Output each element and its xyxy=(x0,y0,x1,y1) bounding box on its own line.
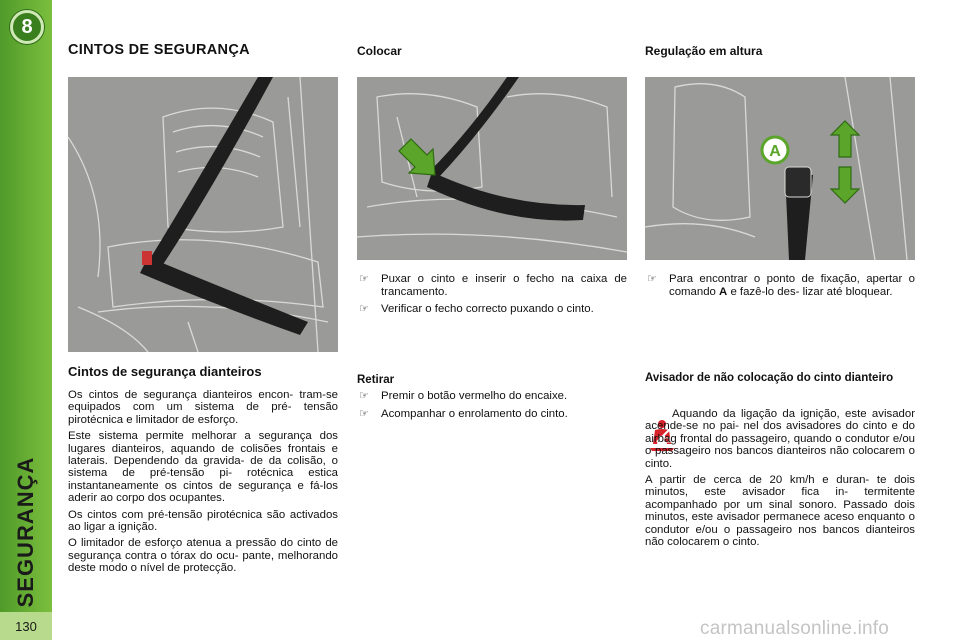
fasten-instructions xyxy=(357,273,627,321)
paragraph: Os cintos com pré-tensão pirotécnica são activados ao ligar a ignição. xyxy=(68,508,338,534)
paragraph: Este sistema permite melhorar a segurança dos lugares dianteiros, aquando de colisões frontais e laterais. Dependendo da gravida- de da colisão, o sistema de pré-tensão pi- rotécnica estica instantaneamente os cintos de segurança e fá-los aderir ao corpo dos ocupantes. xyxy=(68,430,338,505)
control-label-a: A xyxy=(719,285,728,298)
list-item: ☞ Acompanhar o enrolamento do cinto. xyxy=(359,407,568,420)
pointing-hand-icon: ☞ xyxy=(647,273,657,285)
belt-warning-heading: Avisador de não colocação do cinto dianteiro xyxy=(645,372,894,384)
adjust-down-arrow-icon xyxy=(831,167,859,203)
pointing-hand-icon: ☞ xyxy=(359,390,369,402)
pointing-hand-icon: ☞ xyxy=(359,303,369,316)
page-number: 130 xyxy=(0,612,52,640)
front-belts-heading: Cintos de segurança dianteiros xyxy=(68,364,262,379)
paragraph: O limitador de esforço atenua a pressão do cinto de segurança contra o tórax do ocu- pante, melhorando deste modo o nível de protecção. xyxy=(68,537,338,575)
watermark: carmanualsonline.info xyxy=(700,618,890,639)
buckle-release-button xyxy=(142,251,152,265)
list-item: ☞ Para encontrar o ponto de fixação, apertar o comando A e fazê-lo des- lizar até bloquear. xyxy=(647,273,915,298)
front-seat-drawing xyxy=(68,77,338,352)
paragraph: Aquando da ligação da ignição, este avisador acende-se no pai- nel dos avisadores do cinto e do airbag frontal do passageiro, quando o condutor e/ou o passageiro nos bancos dianteiros não colocarem o cinto. xyxy=(645,408,915,470)
height-adjust-illustration xyxy=(645,77,915,260)
unfasten-heading: Retirar xyxy=(357,374,395,386)
chapter-sidebar xyxy=(0,0,52,640)
list-item: ☞ Verificar o fecho correcto puxando o cinto. xyxy=(359,303,594,316)
height-adjust-instructions xyxy=(645,273,915,303)
list-item: ☞ Premir o botão vermelho do encaixe. xyxy=(359,390,568,402)
height-adjust-drawing xyxy=(645,77,915,260)
front-seat-belt-illustration xyxy=(68,77,338,352)
height-adjust-control xyxy=(785,167,811,197)
paragraph: A partir de cerca de 20 km/h e duran- te dois minutos, este avisador fica in- termitente acompanhado por um sinal sonoro. Passado dois minutos, este avisador permanece aceso enquanto o condutor e/ou o passageiro nos bancos dianteiros não colocarem o cinto. xyxy=(645,474,915,549)
paragraph: Os cintos de segurança dianteiros encon- tram-se equipados com um sistema de pré- tensão pirotécnica e limitador de esforço. xyxy=(68,389,338,426)
pointing-hand-icon: ☞ xyxy=(359,407,369,420)
chapter-title: SEGURANÇA xyxy=(13,456,38,608)
label-a-text: A xyxy=(769,143,781,160)
buckle-drawing xyxy=(357,77,627,260)
section-heading-colocar: Colocar xyxy=(357,44,402,58)
section-heading-regulacao: Regulação em altura xyxy=(645,44,763,58)
list-item: ☞ Puxar o cinto e inserir o fecho na caixa de trancamento. xyxy=(359,273,627,298)
belt-warning-description xyxy=(645,408,915,548)
page-title: CINTOS DE SEGURANÇA xyxy=(68,42,250,58)
pointing-hand-icon: ☞ xyxy=(359,273,369,285)
buckle-insert-illustration xyxy=(357,77,627,260)
front-belts-description xyxy=(68,389,338,575)
chapter-number-badge: 8 xyxy=(10,10,44,44)
unfasten-instructions xyxy=(357,390,627,425)
